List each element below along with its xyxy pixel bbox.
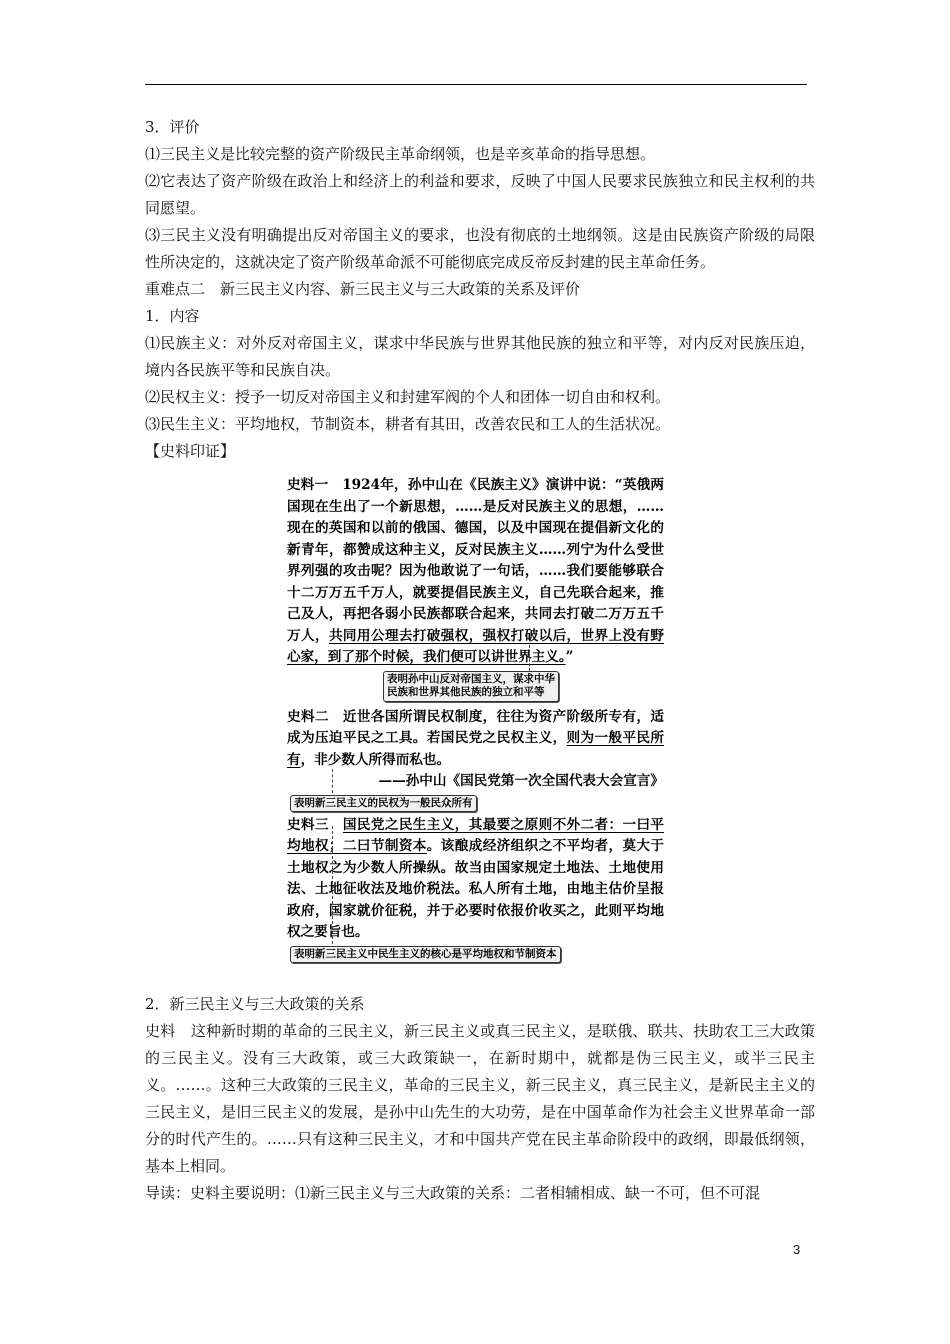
main-text	[145, 114, 815, 465]
excerpt3-text: 。该酿成经济组织之不平均者，莫大于土地权之为少数人所操纵。故当由国家规定土地法、土地使用法、土地征收法及地价税法。私人所有土地，由地主估价呈报政府，国家就价征税，并于必要时依报价收买之，此则平均地权之要旨也。	[287, 838, 665, 940]
excerpt2	[287, 707, 664, 772]
excerpt1-label: 史料一	[287, 477, 329, 493]
excerpt1-note-line1: 表明孙中山反对帝国主义，谋求中华	[387, 672, 555, 685]
header-rule	[145, 84, 807, 85]
content-p2: ⑵民权主义：授予一切反对帝国主义和封建军阀的个人和团体一切自由和权利。	[145, 388, 671, 406]
section2-heading: 2．新三民主义与三大政策的关系	[145, 995, 365, 1013]
excerpt1	[287, 475, 664, 669]
excerpt3-note-connector	[332, 826, 333, 944]
excerpt1-note-area	[287, 669, 664, 707]
excerpt2-note: 表明新三民主义的民权为一般民众所有	[290, 795, 477, 813]
key2-heading: 重难点二 新三民主义内容、新三民主义与三大政策的关系及评价	[145, 280, 581, 298]
evidence-label: 【史料印证】	[145, 442, 236, 460]
section3-p2: ⑵它表达了资产阶级在政治上和经济上的利益和要求，反映了中国人民要求民族独立和民主权利的共同愿望。	[145, 172, 815, 217]
excerpt3-label: 史料三	[287, 816, 329, 833]
excerpt1-note-line2: 民族和世界其他民族的独立和平等	[387, 686, 545, 698]
excerpt3-underlined: 国民党之民生主义，其最要之原则不外二者：一曰平均地权；二曰节制资本	[287, 816, 665, 854]
section3-heading: 3．评价	[145, 118, 200, 136]
excerpt-box	[287, 475, 664, 966]
excerpt2-text: 近世各国所谓民权制度，往往为资产阶级所专有，适成为压迫平民之工具。若国民党之民权主义，	[287, 708, 665, 746]
excerpt3-note-area	[287, 944, 664, 966]
excerpt1-close: ”	[565, 649, 574, 665]
section2	[145, 991, 815, 1207]
excerpt3-note: 表明新三民主义中民生主义的核心是平均地权和节制资本	[290, 946, 561, 964]
section3-p1: ⑴三民主义是比较完整的资产阶级民主革命纲领，也是辛亥革命的指导思想。	[145, 145, 656, 163]
section2-p1: 史料 这种新时期的革命的三民主义，新三民主义或真三民主义，是联俄、联共、扶助农工三大政策的三民主义。没有三大政策，或三大政策缺一，在新时期中，就都是伪三民主义，或半三民主义。……。这种三大政策的三民主义，革命的三民主义，新三民主义，真三民主义，是新民主主义的三民主义，是旧三民主义的发展，是孙中山先生的大功劳，是在中国革命作为社会主义世界革命一部分的时代产生的。……只有这种三民主义，才和中国共产党在民主革命阶段中的政纲，即最低纲领，基本上相同。	[145, 1022, 815, 1175]
excerpt1-text: 1924年，孙中山在《民族主义》演讲中说：“英俄两国现在生出了一个新思想，……是反对民族主义的思想，……现在的英国和以前的俄国、德国，以及中国现在提倡新文化的新青年，都赞成这种主义，反对民族主义……列宁为什么受世界列强的攻击呢？因为他敢说了一句话，……我们要能够联合十二万万五千万人，就要提倡民族主义，自己先联合起来，推己及人，再把各弱小民族都联合起来，共同去打破二万万五千万人，	[287, 477, 665, 644]
excerpt3	[287, 815, 664, 944]
excerpt2-label: 史料二	[287, 708, 329, 725]
excerpt2-note-connector	[332, 769, 333, 793]
content-p1: ⑴民族主义：对外反对帝国主义，谋求中华民族与世界其他民族的独立和平等，对内反对民族压迫，境内各民族平等和民族自决。	[145, 334, 815, 379]
section2-p2: 导读：史料主要说明：⑴新三民主义与三大政策的关系：二者相辅相成、缺一不可，但不可混	[145, 1184, 761, 1202]
section3-p3: ⑶三民主义没有明确提出反对帝国主义的要求，也没有彻底的土地纲领。这是由民族资产阶级的局限性所决定的，这就决定了资产阶级革命派不可能彻底完成反帝反封建的民主革命任务。	[145, 226, 815, 271]
excerpt1-underlined: 共同用公理去打破强权，强权打破以后，世界上没有野心家，到了那个时候，我们便可以讲世界主义。	[287, 627, 665, 665]
excerpt1-note-connector	[529, 645, 530, 671]
content-p3: ⑶民生主义：平均地权，节制资本，耕者有其田，改善农民和工人的生活状况。	[145, 415, 671, 433]
excerpt1-note	[383, 671, 559, 702]
excerpt2-note-area	[287, 793, 664, 815]
excerpt2-underlined: 则为一般平民所有	[287, 730, 665, 768]
page-number: 3	[793, 1242, 801, 1257]
content-heading: 1．内容	[145, 307, 200, 325]
excerpt2-text-end: ，非少数人所得而私也。	[300, 751, 451, 768]
excerpt2-source: ——孙中山《国民党第一次全国代表大会宣言》	[378, 773, 664, 789]
